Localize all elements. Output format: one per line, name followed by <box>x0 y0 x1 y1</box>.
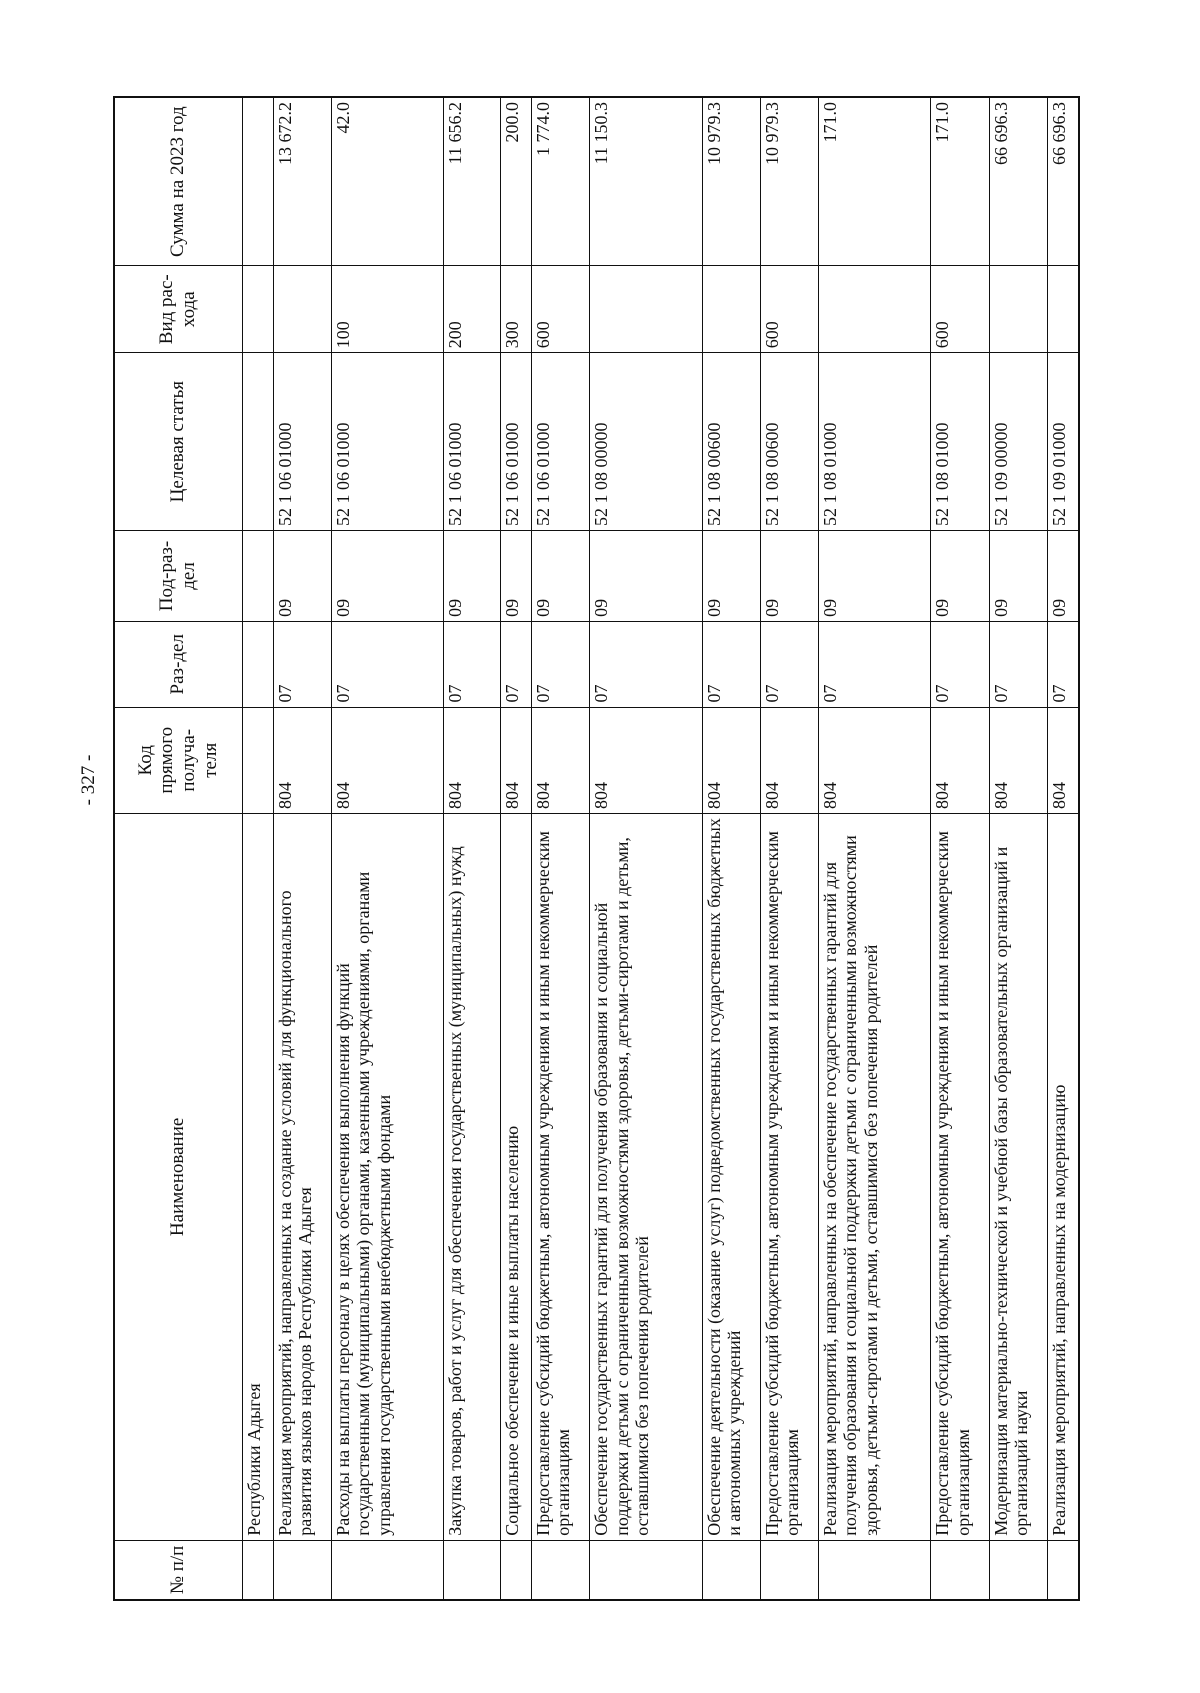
row-sum: 171.0 <box>931 97 989 266</box>
table-row <box>702 97 760 1600</box>
header-num: № п/п <box>114 1540 242 1600</box>
row-expense <box>989 266 1047 353</box>
row-target: 52 1 08 00600 <box>702 353 760 531</box>
row-name: Обеспечение государственных гарантий для получения образования и социальной поддержки детьми с ограниченными возможностями здоровья, детьми-сиротами и детьми, оставшимися без попечения родителей <box>589 813 702 1540</box>
row-target: 52 1 08 01000 <box>931 353 989 531</box>
table-header-row <box>114 97 242 1600</box>
table-row <box>273 97 331 1600</box>
row-section: 07 <box>531 621 589 707</box>
table-row <box>760 97 818 1600</box>
table-row <box>931 97 989 1600</box>
row-target: 52 1 06 01000 <box>444 353 500 531</box>
row-num <box>242 1540 273 1600</box>
row-section: 07 <box>500 621 531 707</box>
row-subsection: 09 <box>500 531 531 622</box>
row-name: Реализация мероприятий, направленных на создание условий для функционального развития языков народов Республики Адыгея <box>273 813 331 1540</box>
row-target: 52 1 08 00000 <box>589 353 702 531</box>
row-subsection: 09 <box>760 531 818 622</box>
row-section: 07 <box>1047 621 1079 707</box>
rotated-table-container <box>113 96 1080 1601</box>
table-row <box>589 97 702 1600</box>
row-recipient: 804 <box>989 707 1047 813</box>
row-expense <box>273 266 331 353</box>
row-section: 07 <box>760 621 818 707</box>
row-name: Республики Адыгея <box>242 813 273 1540</box>
row-section: 07 <box>931 621 989 707</box>
row-num <box>760 1540 818 1600</box>
row-name: Обеспечение деятельности (оказание услуг) подведомственных государственных бюджетных и автономных учреждений <box>702 813 760 1540</box>
row-target: 52 1 08 00600 <box>760 353 818 531</box>
row-sum: 66 696.3 <box>1047 97 1079 266</box>
row-section: 07 <box>818 621 931 707</box>
row-subsection: 09 <box>273 531 331 622</box>
row-recipient: 804 <box>531 707 589 813</box>
table-row <box>331 97 444 1600</box>
row-target: 52 1 06 01000 <box>500 353 531 531</box>
row-sum <box>242 97 273 266</box>
row-sum: 1 774.0 <box>531 97 589 266</box>
row-expense: 600 <box>760 266 818 353</box>
row-num <box>1047 1540 1079 1600</box>
row-name: Реализация мероприятий, направленных на модернизацию <box>1047 813 1079 1540</box>
row-recipient: 804 <box>760 707 818 813</box>
row-recipient <box>242 707 273 813</box>
row-num <box>331 1540 444 1600</box>
row-target: 52 1 06 01000 <box>273 353 331 531</box>
table-row <box>242 97 273 1600</box>
row-expense: 600 <box>931 266 989 353</box>
row-recipient: 804 <box>500 707 531 813</box>
row-subsection: 09 <box>818 531 931 622</box>
row-recipient: 804 <box>1047 707 1079 813</box>
row-section: 07 <box>273 621 331 707</box>
header-recipient: Код прямого получа-теля <box>114 707 242 813</box>
row-expense <box>242 266 273 353</box>
row-expense <box>1047 266 1079 353</box>
row-num <box>500 1540 531 1600</box>
row-recipient: 804 <box>818 707 931 813</box>
header-expense: Вид рас-хода <box>114 266 242 353</box>
row-sum: 11 150.3 <box>589 97 702 266</box>
row-recipient: 804 <box>702 707 760 813</box>
row-recipient: 804 <box>273 707 331 813</box>
row-sum: 10 979.3 <box>702 97 760 266</box>
row-expense: 300 <box>500 266 531 353</box>
row-subsection: 09 <box>989 531 1047 622</box>
row-section <box>242 621 273 707</box>
row-target <box>242 353 273 531</box>
row-sum: 200.0 <box>500 97 531 266</box>
row-num <box>531 1540 589 1600</box>
row-recipient: 804 <box>444 707 500 813</box>
table-row <box>500 97 531 1600</box>
row-subsection: 09 <box>1047 531 1079 622</box>
row-expense: 100 <box>331 266 444 353</box>
row-expense: 200 <box>444 266 500 353</box>
row-recipient: 804 <box>589 707 702 813</box>
row-name: Предоставление субсидий бюджетным, автономным учреждениям и иным некоммерческим организациям <box>760 813 818 1540</box>
table-row <box>989 97 1047 1600</box>
row-sum: 11 656.2 <box>444 97 500 266</box>
row-target: 52 1 06 01000 <box>531 353 589 531</box>
header-target: Целевая статья <box>114 353 242 531</box>
row-expense <box>818 266 931 353</box>
row-subsection: 09 <box>589 531 702 622</box>
row-section: 07 <box>331 621 444 707</box>
row-subsection: 09 <box>702 531 760 622</box>
row-name: Расходы на выплаты персоналу в целях обеспечения выполнения функций государственными (муниципальными) органами, казенными учреждениями, органами управления государственными внебюджетными фондами <box>331 813 444 1540</box>
row-section: 07 <box>702 621 760 707</box>
table-row <box>444 97 500 1600</box>
row-num <box>818 1540 931 1600</box>
row-name: Закупка товаров, работ и услуг для обеспечения государственных (муниципальных) нужд <box>444 813 500 1540</box>
budget-table <box>113 96 1080 1601</box>
row-expense <box>589 266 702 353</box>
row-num <box>931 1540 989 1600</box>
row-section: 07 <box>444 621 500 707</box>
table-row <box>531 97 589 1600</box>
row-section: 07 <box>589 621 702 707</box>
table-row <box>1047 97 1079 1600</box>
row-recipient: 804 <box>931 707 989 813</box>
row-subsection: 09 <box>331 531 444 622</box>
row-section: 07 <box>989 621 1047 707</box>
row-num <box>702 1540 760 1600</box>
header-subsection: Под-раз-дел <box>114 531 242 622</box>
row-recipient: 804 <box>331 707 444 813</box>
row-subsection: 09 <box>531 531 589 622</box>
row-name: Предоставление субсидий бюджетным, автономным учреждениям и иным некоммерческим организациям <box>531 813 589 1540</box>
row-num <box>444 1540 500 1600</box>
row-num <box>989 1540 1047 1600</box>
row-name: Реализация мероприятий, направленных на обеспечение государственных гарантий для получения образования и социальной поддержки детьми с ограниченными возможностями здоровья, детьми-сиротами и детьми, оставшимися без попечения родителей <box>818 813 931 1540</box>
header-name: Наименование <box>114 813 242 1540</box>
row-expense: 600 <box>531 266 589 353</box>
row-sum: 66 696.3 <box>989 97 1047 266</box>
row-subsection: 09 <box>931 531 989 622</box>
row-sum: 10 979.3 <box>760 97 818 266</box>
row-sum: 13 672.2 <box>273 97 331 266</box>
row-subsection <box>242 531 273 622</box>
row-expense <box>702 266 760 353</box>
page-number: - 327 - <box>78 754 99 806</box>
row-name: Модернизация материально-технической и учебной базы образовательных организаций и организаций науки <box>989 813 1047 1540</box>
row-target: 52 1 09 00000 <box>989 353 1047 531</box>
row-num <box>589 1540 702 1600</box>
row-target: 52 1 06 01000 <box>331 353 444 531</box>
row-num <box>273 1540 331 1600</box>
row-target: 52 1 09 01000 <box>1047 353 1079 531</box>
row-name: Социальное обеспечение и иные выплаты населению <box>500 813 531 1540</box>
row-sum: 171.0 <box>818 97 931 266</box>
row-subsection: 09 <box>444 531 500 622</box>
header-section: Раз-дел <box>114 621 242 707</box>
header-sum: Сумма на 2023 год <box>114 97 242 266</box>
row-target: 52 1 08 01000 <box>818 353 931 531</box>
table-row <box>818 97 931 1600</box>
row-name: Предоставление субсидий бюджетным, автономным учреждениям и иным некоммерческим организациям <box>931 813 989 1540</box>
row-sum: 42.0 <box>331 97 444 266</box>
